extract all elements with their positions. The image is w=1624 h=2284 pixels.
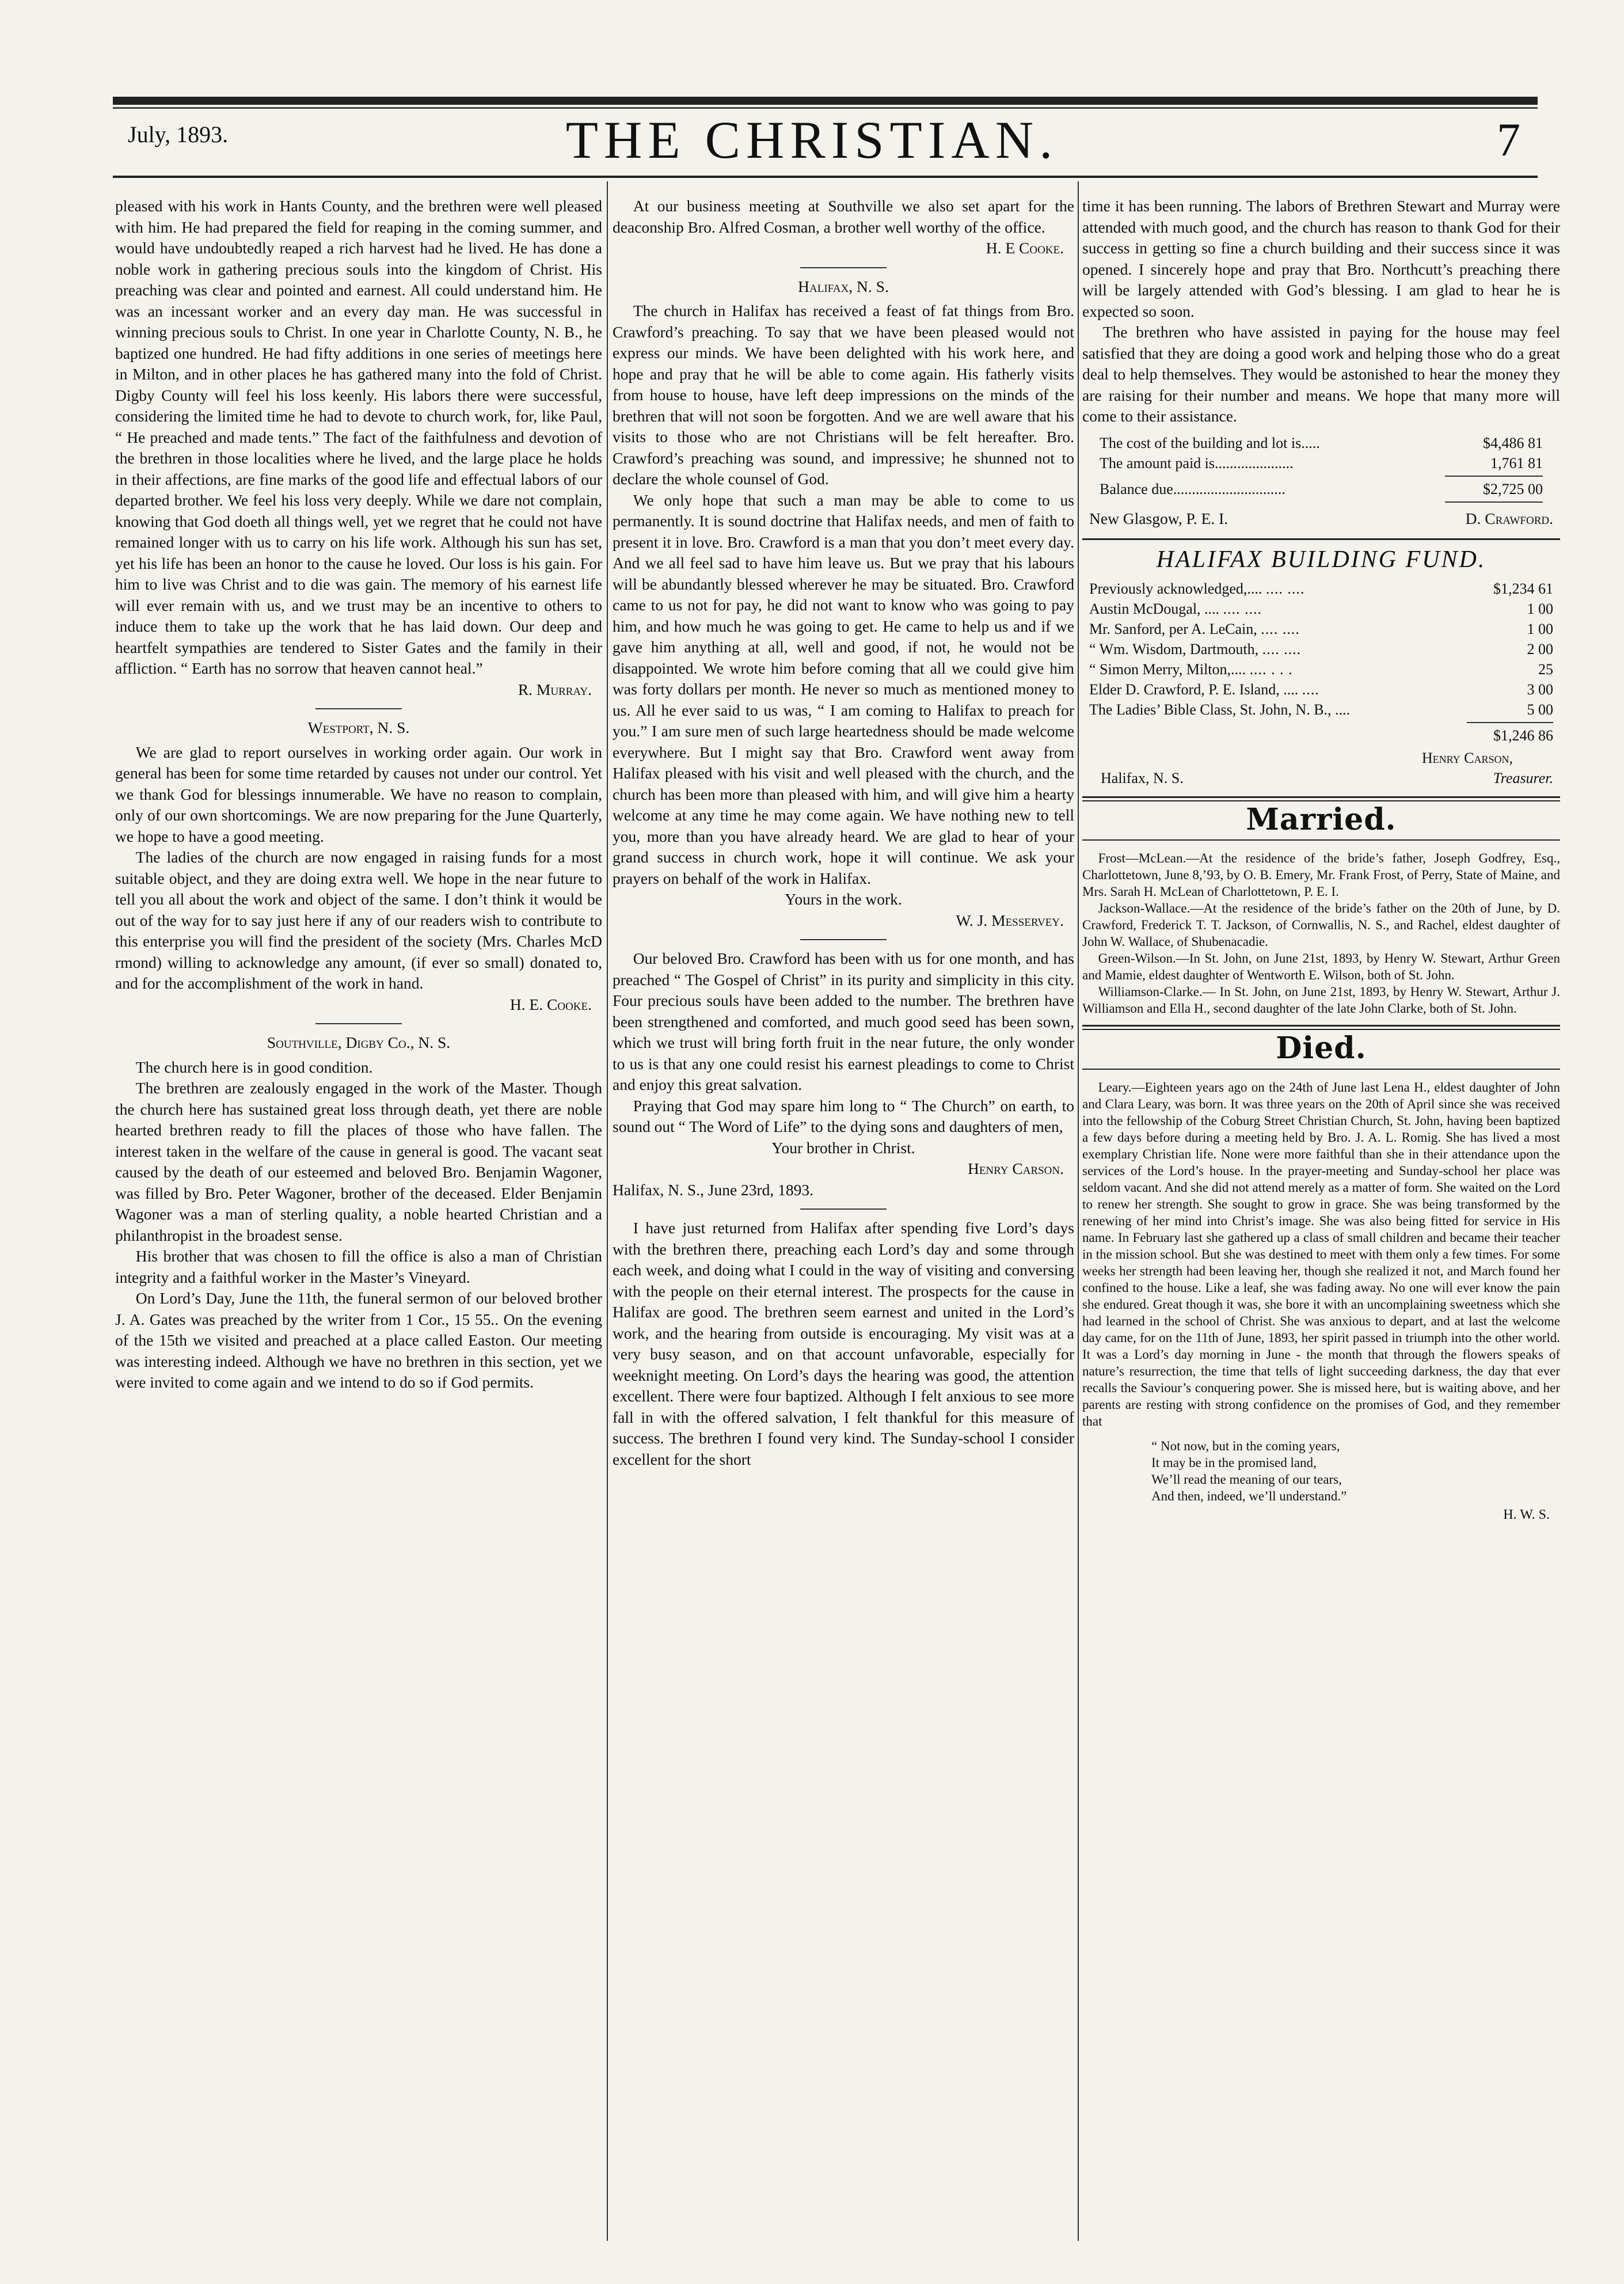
cost-label: The amount paid is..................... <box>1100 454 1294 472</box>
donation-amount: 1 00 <box>1527 600 1553 617</box>
fund-row <box>1089 679 1553 700</box>
place: New Glasgow, P. E. I. <box>1089 509 1229 527</box>
poem-line: “ Not now, but in the coming years, <box>1151 1438 1340 1453</box>
page-number: 7 <box>1497 113 1520 166</box>
fund-title: HALIFAX BUILDING FUND. <box>1156 546 1486 573</box>
section-heading: Westport, N. S. <box>307 719 410 736</box>
donor-name: Austin McDougal, .... <box>1089 600 1220 617</box>
poem <box>1151 1438 1560 1504</box>
cost-row <box>1100 433 1543 453</box>
signature: W. J. Messervey. <box>956 911 1064 929</box>
donation-amount: $1,234 61 <box>1493 580 1553 597</box>
column-1 <box>115 196 602 2244</box>
section-rule <box>1082 839 1560 841</box>
column-2 <box>613 196 1074 2244</box>
signature: H. E Cooke. <box>986 239 1064 257</box>
marriage-notice: Jackson-Wallace.—At the residence of the bride’s father on the 20th of June, by D. Crawford, Frederick T. T. Jackson, of Cornwallis, N. S., and Rachel, eldest daughter of John W. Wallace, of Shubenacadie. <box>1082 901 1560 949</box>
article-paragraph: Our beloved Bro. Crawford has been with us for one month, and has preached “ The Gospel of Christ” in its purity and simplicity in this city. Four precious souls have been added to the number. The brethren have been strengthened and comforted, and much good seed has been sown, which we trust will bring forth fruit in the near future, the only wonder to us is that any one could resist his earnest pleadings to come to Christ and enjoy this great salvation. <box>613 949 1074 1093</box>
donor-name: “ Wm. Wisdom, Dartmouth, <box>1089 640 1259 658</box>
marriage-notice: Williamson-Clarke.— In St. John, on June 21st, 1893, by Henry W. Stewart, Arthur J. Williamson and Ella H., second daughter of the late John Clarke, both of St. John. <box>1082 985 1560 1016</box>
fund-row <box>1089 579 1553 599</box>
separator-rule <box>315 708 402 709</box>
masthead-top-rule <box>113 97 1538 105</box>
sum-rule <box>1445 501 1543 503</box>
death-notice: Leary.—Eighteen years ago on the 24th of June last Lena H., eldest daughter of John and Clara Leary, was born. It was three years on the 20th of April since she was received into the fellowship of the Coburg Street Christian Church, St. John, having been baptized a few days before during a meeting held by Bro. J. A. L. Romig. She has lived a most exemplary Christian life. None were more faithful than she in their attendance upon the services of the Lord’s house. In the prayer-meeting and Sunday-school her place was seldom vacant. And she did not attend merely as a matter of form. She waited on the Lord to renew her strength. She sought to grow in grace. She was being transformed by the renewing of her mind into Christ’s image. She was also being fitted for service in His name. In February last she gathered up a class of small children and became their teacher in the mission school. But she was destined to meet with them only a few times. For some weeks her strength had been leaving her, though she realized it not, and March found her confined to the house. Like a leaf, she was fading away. No one will ever know the pain she endured. Great though it was, she bore it with an uncomplaining sweetness which she had learned in the school of Christ. She was anxious to depart, and at last the welcome day came, for on the 11th of June, 1893, her spirit passed in triumph into the other world. It was a Lord’s day morning in June - the month that through the flowers speaks of nature’s resurrection, the time that tells of light succeeding darkness, the day that ever recalls the Saviour’s conquering power. She is missed here, but is waiting above, and her parents are resting with strong confidence on the promises of God, and they remember that <box>1082 1080 1560 1428</box>
section-rule <box>1082 1069 1560 1070</box>
fund-row <box>1089 639 1553 659</box>
cost-row <box>1100 453 1543 473</box>
section-rule <box>1082 1025 1560 1030</box>
article-paragraph: time it has been running. The labors of Brethren Stewart and Murray were attended with much good, and the church has reason to thank God for their success in getting so fine a church building and their success since it was opened. I sincerely hope and pray that Bro. Northcutt’s preaching there will be largely attended with God’s blessing. I am glad to hear he is expected so soon. <box>1082 197 1560 320</box>
leader-dots: .... <box>1302 681 1319 698</box>
marriage-notice: Frost—McLean.—At the residence of the bride’s father, Joseph Godfrey, Esq., Charlottetown, June 8,’93, by O. B. Emery, Mr. Frank Frost, of Perry, State of Maine, and Mrs. Sarah H. McLean of Charlottetown, P. E. I. <box>1082 851 1560 899</box>
separator-rule <box>800 1208 887 1210</box>
donation-amount: 25 <box>1538 660 1553 678</box>
signature: Henry Carson, <box>1421 749 1513 766</box>
closing-line: Yours in the work. <box>785 890 902 908</box>
fund-row <box>1089 619 1553 639</box>
cost-amount: $2,725 00 <box>1483 480 1543 497</box>
article-paragraph: The ladies of the church are now engaged in raising funds for a most suitable object, and they are doing extra well. We hope in the near future to tell you all about the work and object of the same. I don’t think it would be out of the way for to say just here if any of our readers wish to contribute to this enterprise you will find the president of the society (Mrs. Charles McD rmond) willing to acknowledge any amount, (if ever so small) donated to, and for the accomplishment of the work in hand. <box>115 848 602 992</box>
article-paragraph: The church here is in good condition. <box>135 1058 373 1076</box>
cost-amount: $4,486 81 <box>1483 434 1543 451</box>
sum-rule <box>1467 722 1553 723</box>
article-paragraph: At our business meeting at Southville we also set apart for the deaconship Bro. Alfred Cosman, a brother well worthy of the office. <box>613 197 1074 236</box>
signature-line <box>1089 508 1553 530</box>
role: Treasurer. <box>1493 769 1553 786</box>
leader-dots: .... .... <box>1223 600 1262 617</box>
fund-row <box>1089 659 1553 679</box>
fund-row <box>1089 700 1553 720</box>
poem-line: We’ll read the meaning of our tears, <box>1151 1472 1342 1487</box>
married-heading: Married. <box>1246 801 1397 837</box>
donor-name: Previously acknowledged,.... <box>1089 580 1262 597</box>
signature: D. Crawford. <box>1465 509 1553 527</box>
article-paragraph: We only hope that such a man may be able to come to us permanently. It is sound doctrine that Halifax needs, and men of faith to present it in love. Bro. Crawford is a man that you don’t meet every day. And we all feel sad to have him leave us. But we pray that his labours will be abundantly blessed wherever he may be situated. Bro. Crawford came to us not for pay, he did not want to know who was going to pay him, and how much he was going to get. He came to help us and if we gave him anything at all, well and good, if not, he would not be disappointed. We wrote him before coming that all we could give him was forty dollars per month. He never so much as mentioned money to us. All he ever said to us was, “ I am coming to Halifax to preach for you.” I am sure men of such large heartedness should be made welcome everywhere. But I might say that Bro. Crawford went away from Halifax pleased with his visit and well pleased with the church, and the church has been more than pleased with him, and will give him a hearty welcome at any time he may come again. We have nothing new to tell you, more than you have already heard. We are glad to hear of your grand success in church work, hope it will continue. We ask your prayers on behalf of the work in Halifax. <box>613 491 1074 887</box>
donation-amount: 3 00 <box>1527 681 1553 698</box>
section-rule <box>1082 538 1560 540</box>
cost-label: The cost of the building and lot is..... <box>1100 434 1320 451</box>
died-heading: Died. <box>1276 1031 1367 1066</box>
dateline: Halifax, N. S., June 23rd, 1893. <box>613 1180 814 1199</box>
article-paragraph: I have just returned from Halifax after spending five Lord’s days with the brethren there, preaching each Lord’s day and some through each week, and doing what I could in the way of visiting and conversing with the people on their eternal interest. The prospects for the cause in Halifax are good. The brethren seem earnest and united in the Lord’s work, and the hearing from outside is encouraging. My visit was at a very busy season, and on that account unfavorable, especially for weeknight meeting. On Lord’s days the hearing was good, the attention excellent. There were four baptized. Although I felt anxious to see more fall in with the offered salvation, I felt thankful for this measure of success. The brethren I found very kind. The Sunday-school I consider excellent for the short <box>613 1219 1074 1468</box>
donor-name: “ Simon Merry, Milton,.... <box>1089 660 1246 678</box>
article-paragraph: pleased with his work in Hants County, and the brethren were well pleased with him. He had prepared the field for reaping in the coming summer, and would have undoubtedly reaped a rich harvest had he lived. He has done a noble work in gathering precious souls into the kingdom of Christ. His preaching was clear and pointed and earnest. All could understand him. He was an incessant worker and an every day man. He was successful in winning precious souls to Christ. In one year in Charlotte County, N. B., he baptized one hundred. He had fifty additions in one series of meetings here in Milton, and in other places he has gathered many into the fold of Christ. Digby County will feel his loss keenly. His labors there were successful, considering the limited time he had to devote to church work, for, like Paul, “ He preached and made tents.” The fact of the faithfulness and devotion of the brethren in those localities where he lived, and the large place he holds in their affections, are fine marks of the good life and effectual labors of our departed brother. We feel his loss very deeply. While we dare not complain, knowing that God doeth all things well, yet we regret that he could not have remained longer with us to carry on his life work. Although his sun has set, yet his life has been an honor to the cause he loved. Our loss is his gain. For him to live was Christ and to die was gain. The memory of his earnest life will ever remain with us, and we trust may be an incentive to others to induce them to take up the work that he has laid down. Our deep and heartfelt sympathies are tendered to Sister Gates and the family in their affliction. “ Earth has no sorrow that heaven cannot heal.” <box>115 197 602 677</box>
donor-name: Elder D. Crawford, P. E. Island, .... <box>1089 681 1299 698</box>
donation-amount: 5 00 <box>1527 701 1553 718</box>
article-paragraph: The church in Halifax has received a feast of fat things from Bro. Crawford’s preaching. To say that we have been pleased would not express our minds. We have been delighted with his work here, and hope and pray that he will be able to come again. His fatherly visits from house to house, have left deep impressions on the minds of the brethren that will not soon be forgotten. And we are well aware that his visits to those who are not Christians will be felt hereafter. Bro. Crawford’s preaching was sound, and impressive; he shunned not to declare the whole counsel of God. <box>613 302 1074 488</box>
donation-amount: 1 00 <box>1527 620 1553 637</box>
signature-line <box>1089 768 1553 788</box>
poem-line: And then, indeed, we’ll understand.” <box>1151 1488 1347 1503</box>
column-divider <box>607 181 608 2241</box>
place: Halifax, N. S. <box>1101 769 1184 786</box>
article-paragraph: His brother that was chosen to fill the office is also a man of Christian integrity and a faithful worker in the Master’s Vineyard. <box>115 1247 602 1286</box>
masthead-top-rule-thin <box>113 107 1538 109</box>
article-paragraph: On Lord’s Day, June the 11th, the funeral sermon of our beloved brother J. A. Gates was preached by the writer from 1 Cor., 15 55.. On the evening of the 15th we visited and preached at a place called Easton. Our meeting was interesting indeed. Although we have no brethren in this section, yet we were invited to come again and we intend to do so if God permits. <box>115 1289 602 1391</box>
article-paragraph: The brethren are zealously engaged in the work of the Master. Though the church here has sustained great loss through death, yet there are noble hearted brethren ready to fill the places of those who have fallen. The interest taken in the welfare of the cause in general is good. The vacant seat caused by the death of our esteemed and beloved Bro. Benjamin Wagoner, was filled by Bro. Peter Wagoner, brother of the deceased. Elder Benjamin Wagoner was a man of sterling quality, a noble hearted Christian and a philanthropist in the broadest sense. <box>115 1079 602 1244</box>
leader-dots: .... .... <box>1265 580 1305 597</box>
donor-name: Mr. Sanford, per A. LeCain, <box>1089 620 1257 637</box>
section-heading: Southville, Digby Co., N. S. <box>267 1033 451 1051</box>
marriage-notice: Green-Wilson.—In St. John, on June 21st, 1893, by Henry W. Stewart, Arthur Green and Mamie, eldest daughter of Wentworth E. Wilson, both of St. John. <box>1082 951 1560 982</box>
signature: Henry Carson. <box>967 1160 1064 1177</box>
cost-table <box>1100 433 1543 503</box>
newspaper-title: THE CHRISTIAN. <box>565 111 1059 169</box>
leader-dots: .... .... <box>1261 620 1300 637</box>
column-3 <box>1082 196 1560 2244</box>
article-paragraph: The brethren who have assisted in paying for the house may feel satisfied that they are doing a good work and helping those who do a great deal to help themselves. They would be astonished to hear the money they are raising for their number and means. We hope that many more will come to their assistance. <box>1082 323 1560 425</box>
fund-table <box>1089 579 1553 788</box>
cost-amount: 1,761 81 <box>1490 454 1543 472</box>
column-divider <box>1078 181 1079 2241</box>
separator-rule <box>800 939 887 940</box>
signature: R. Murray. <box>518 680 592 698</box>
fund-row <box>1089 599 1553 619</box>
donor-name: The Ladies’ Bible Class, St. John, N. B., .... <box>1089 701 1351 718</box>
separator-rule <box>800 267 887 268</box>
section-heading: Halifax, N. S. <box>798 277 889 295</box>
sum-rule <box>1445 476 1543 477</box>
fund-total: $1,246 86 <box>1493 727 1553 744</box>
leader-dots: .... . . . <box>1249 660 1293 678</box>
article-paragraph: Praying that God may spare him long to “ The Church” on earth, to sound out “ The Word of Life” to the dying sons and daughters of men, <box>613 1096 1074 1135</box>
signature: H. W. S. <box>1503 1507 1550 1522</box>
cost-label: Balance due.............................. <box>1100 480 1285 497</box>
leader-dots: .... .... <box>1262 640 1302 658</box>
poem-line: It may be in the promised land, <box>1151 1455 1317 1470</box>
donation-amount: 2 00 <box>1527 640 1553 658</box>
masthead-bottom-rule <box>113 176 1538 178</box>
section-rule <box>1082 796 1560 801</box>
article-paragraph: We are glad to report ourselves in working order again. Our work in general has been for some time retarded by causes not under our control. Yet we thank God for blessings innumerable. We have no reason to complain, only of our own shortcomings. We are now preparing for the June Quarterly, we hope to have a good meeting. <box>115 743 602 845</box>
issue-date: July, 1893. <box>128 121 229 147</box>
signature: H. E. Cooke. <box>509 995 592 1013</box>
closing-line: Your brother in Christ. <box>771 1138 915 1157</box>
cost-row <box>1100 479 1543 499</box>
separator-rule <box>315 1023 402 1024</box>
